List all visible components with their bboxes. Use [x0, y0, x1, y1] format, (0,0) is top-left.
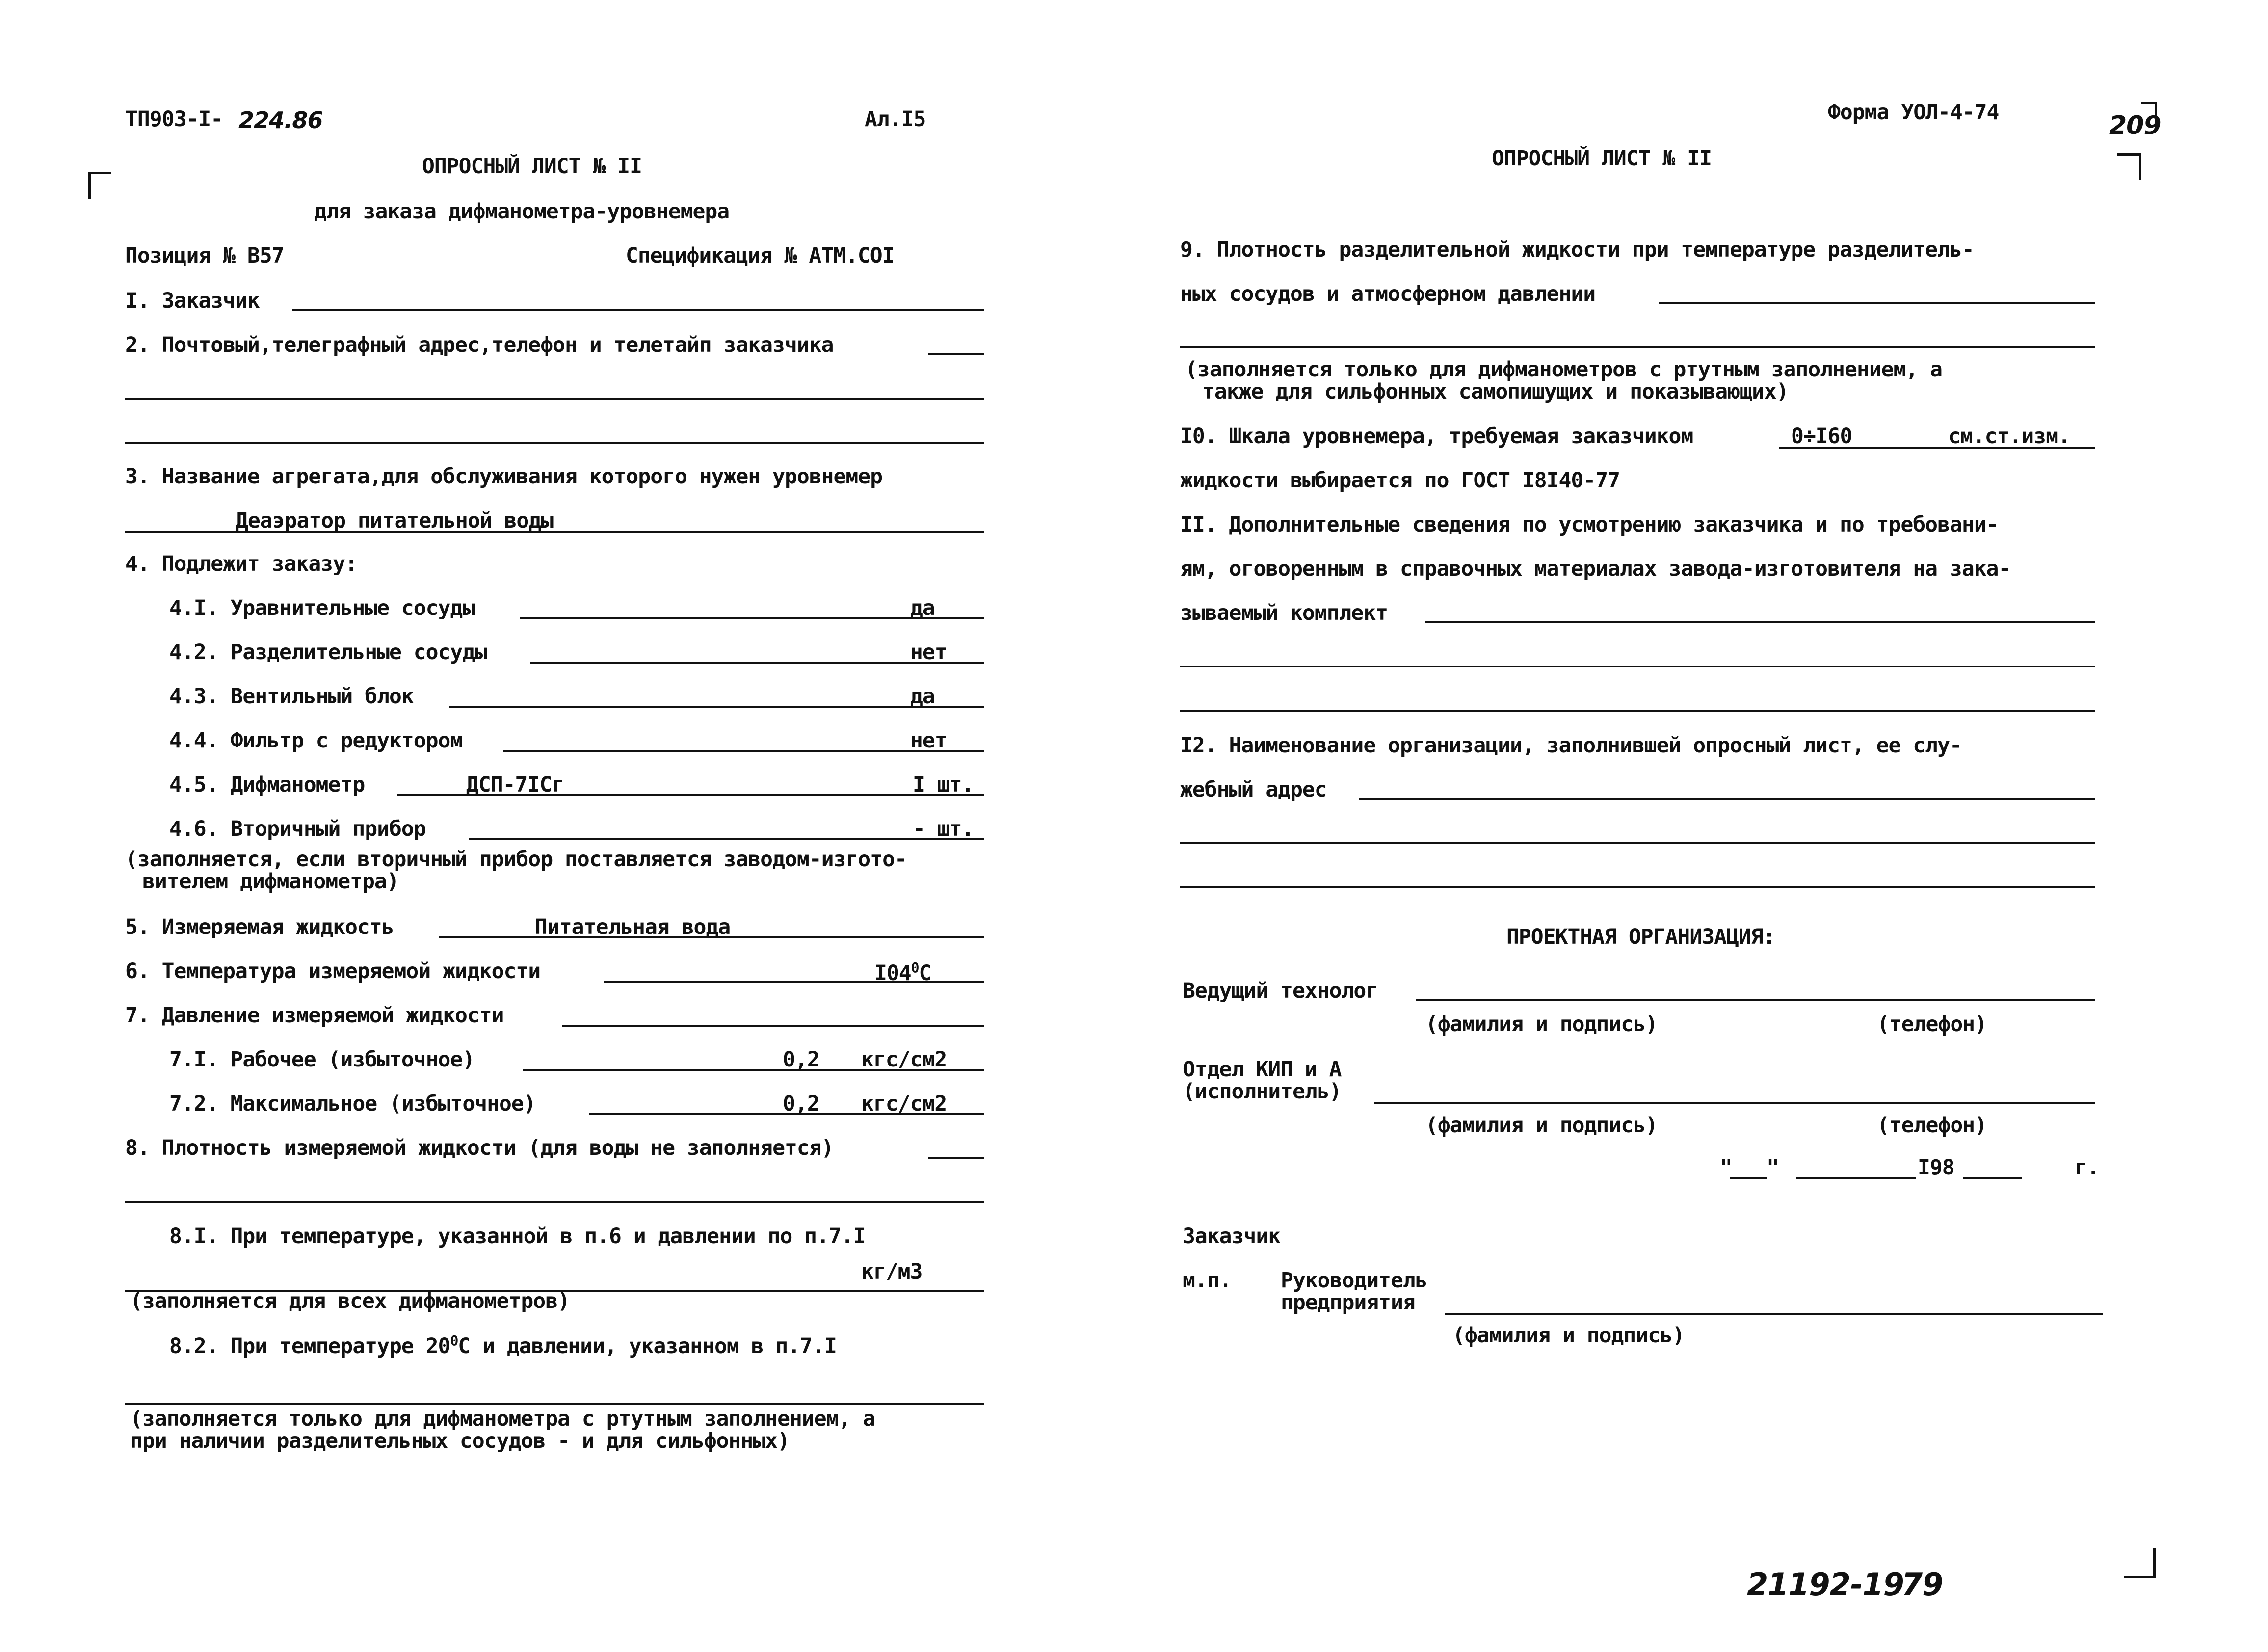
item-4-3-field[interactable]: [449, 706, 984, 708]
corner-mark-top-right-1: [2141, 102, 2157, 129]
item-6-unit: С: [919, 961, 931, 986]
item-12-line-1: I2. Наименование организации, заполнившей опросный лист, ее слу-: [1180, 733, 1962, 758]
item-11-field-2[interactable]: [1180, 666, 2095, 667]
item-11-line-1: II. Дополнительные сведения по усмотрению заказчика и по требовани-: [1180, 512, 1999, 537]
seal-place-label: м.п.: [1183, 1268, 1232, 1293]
item-4-1-value: да: [910, 596, 935, 620]
item-6-degree: 0: [911, 959, 919, 976]
item-6-temperature: 6. Температура измеряемой жидкости: [125, 959, 541, 984]
dept-phone-caption: (телефон): [1877, 1113, 1987, 1138]
item-7-2-unit: кгс/см2: [861, 1092, 947, 1116]
sheet-number: Ал.I5: [865, 107, 926, 132]
item-3-unit-name: 3. Название агрегата,для обслуживания которого нужен уровнемер: [125, 464, 883, 489]
item-4-6: 4.6. Вторичный прибор: [169, 817, 426, 841]
item-4-4-value: нет: [910, 728, 947, 753]
enterprise-head-name-caption: (фамилия и подпись): [1452, 1323, 1685, 1348]
item-4-note-line-1: (заполняется, если вторичный прибор поставляется заводом-изгото-: [125, 847, 907, 872]
lead-technologist-name-caption: (фамилия и подпись): [1425, 1012, 1658, 1037]
unit-name-value: Деаэратор питательной воды: [236, 508, 554, 533]
lead-technologist-field[interactable]: [1416, 999, 2095, 1001]
customer-heading: Заказчик: [1183, 1224, 1281, 1249]
item-12-field-2[interactable]: [1180, 842, 2095, 844]
item-8-2-note-line-1: (заполняется только для дифманометра с ртутным заполнением, а: [130, 1407, 875, 1431]
address-field-3[interactable]: [125, 442, 984, 444]
left-title: ОПРОСНЫЙ ЛИСТ № II: [422, 154, 642, 179]
item-10-line-2: жидкости выбирается по ГОСТ I8I40-77: [1180, 468, 1620, 493]
item-11-line-2: ям, оговоренным в справочных материалах завода-изготовителя на зака-: [1180, 557, 2011, 581]
item-7-field[interactable]: [562, 1025, 984, 1027]
date-quote-close: ": [1767, 1155, 1779, 1180]
item-8-2-degree: 0: [450, 1332, 458, 1349]
item-2-address: 2. Почтовый,телеграфный адрес,телефон и телетайп заказчика: [125, 333, 834, 357]
corner-mark-bottom-right: [2124, 1548, 2156, 1578]
item-12-line-2: жебный адрес: [1180, 777, 1327, 802]
footer-handwritten-number: 79: [1901, 1567, 1943, 1602]
item-4-5-qty: I шт.: [913, 773, 974, 797]
specification-label: Спецификация № АТМ.СОI: [626, 243, 895, 268]
instrumentation-dept-line-2: (исполнитель): [1183, 1079, 1342, 1104]
item-7-1-value: 0,2: [783, 1047, 819, 1072]
item-4-4: 4.4. Фильтр с редуктором: [169, 728, 463, 753]
corner-mark-top-left: [88, 172, 111, 199]
page-number-handwritten: 209: [2109, 111, 2161, 140]
item-6-number: I04: [874, 961, 911, 986]
form-code: Форма УОЛ-4-74: [1828, 100, 1999, 125]
item-12-field-3[interactable]: [1180, 886, 2095, 888]
item-9-line-1: 9. Плотность разделительной жидкости при температуре разделитель-: [1180, 238, 1974, 262]
dept-name-caption: (фамилия и подпись): [1425, 1113, 1658, 1138]
position-label: Позиция № В57: [125, 243, 284, 268]
doc-code-handwritten: 224.86: [238, 107, 323, 133]
unit-name-field[interactable]: [125, 531, 984, 533]
item-4-3-value: да: [910, 684, 935, 709]
date-year-suffix: г.: [2075, 1155, 2099, 1180]
enterprise-head-line-1: Руководитель: [1281, 1268, 1427, 1293]
item-4-2: 4.2. Разделительные сосуды: [169, 640, 487, 665]
item-4-3: 4.3. Вентильный блок: [169, 684, 414, 709]
item-10-value: 0÷I60: [1791, 424, 1852, 449]
item-8-2-text-b: С и давлении, указанном в п.7.I: [458, 1334, 837, 1359]
item-9-note-line-2: также для сильфонных самопишущих и показывающих): [1202, 379, 1789, 404]
lead-technologist-label: Ведущий технолог: [1183, 979, 1378, 1003]
item-5-value: Питательная вода: [535, 915, 731, 939]
date-quote-open: ": [1720, 1155, 1732, 1180]
item-1-customer: I. Заказчик: [125, 289, 260, 313]
customer-field[interactable]: [292, 309, 984, 311]
instrumentation-dept-line-1: Отдел КИП и А: [1183, 1057, 1342, 1082]
item-10-scale: I0. Шкала уровнемера, требуемая заказчиком: [1180, 424, 1693, 449]
item-8-2-note-line-2: при наличии разделительных сосудов - и для сильфонных): [130, 1429, 790, 1453]
item-9-field-1[interactable]: [1659, 302, 2095, 304]
item-9-note-line-1: (заполняется только для дифманометров с ртутным заполнением, а: [1185, 357, 1943, 382]
item-8-1: 8.I. При температуре, указанной в п.6 и давлении по п.7.I: [169, 1224, 866, 1249]
item-11-field-3[interactable]: [1180, 710, 2095, 712]
enterprise-head-line-2: предприятия: [1281, 1290, 1415, 1315]
item-8-field-1[interactable]: [928, 1157, 984, 1159]
date-day-field[interactable]: [1730, 1177, 1767, 1179]
item-7-2-value: 0,2: [783, 1092, 819, 1116]
item-4-order: 4. Подлежит заказу:: [125, 552, 357, 576]
address-field-2[interactable]: [125, 398, 984, 400]
item-10-unit: см.ст.изм.: [1948, 424, 2070, 449]
item-4-note-line-2: вителем дифманометра): [142, 869, 399, 894]
item-12-field-1[interactable]: [1359, 798, 2095, 800]
right-title: ОПРОСНЫЙ ЛИСТ № II: [1492, 146, 1712, 171]
item-7-2: 7.2. Максимальное (избыточное): [169, 1092, 536, 1116]
enterprise-head-field[interactable]: [1445, 1313, 2103, 1315]
footer-handwritten-code: 21192-19: [1747, 1567, 1904, 1602]
item-4-6-field[interactable]: [469, 838, 984, 840]
item-11-field-1[interactable]: [1425, 621, 2095, 623]
doc-code: ТП903-I-: [125, 107, 223, 132]
item-4-6-qty: - шт.: [913, 817, 974, 841]
instrumentation-dept-field[interactable]: [1374, 1102, 2095, 1104]
date-month-field[interactable]: [1796, 1177, 1916, 1179]
item-4-2-value: нет: [910, 640, 947, 665]
item-8-1-note: (заполняется для всех дифманометров): [130, 1289, 570, 1313]
design-organization-heading: ПРОЕКТНАЯ ОРГАНИЗАЦИЯ:: [1506, 925, 1775, 949]
item-8-2-text-a: 8.2. При температуре 20: [169, 1334, 450, 1359]
item-9-line-2: ных сосудов и атмосферном давлении: [1180, 282, 1596, 306]
item-6-value: [874, 961, 931, 984]
item-7-1-unit: кгс/см2: [861, 1047, 947, 1072]
item-5-liquid: 5. Измеряемая жидкость: [125, 915, 394, 939]
address-field-1[interactable]: [928, 353, 984, 355]
left-subtitle: для заказа дифманометра-уровнемера: [314, 199, 730, 224]
item-8-field-2[interactable]: [125, 1201, 984, 1203]
item-8-2-field[interactable]: [125, 1403, 984, 1405]
item-8-1-unit: кг/м3: [861, 1259, 923, 1284]
date-year-field[interactable]: [1963, 1177, 2022, 1179]
item-8-density: 8. Плотность измеряемой жидкости (для воды не заполняется): [125, 1136, 834, 1160]
lead-technologist-phone-caption: (телефон): [1877, 1012, 1987, 1037]
item-9-field-2[interactable]: [1180, 346, 2095, 348]
item-11-line-3: зываемый комплект: [1180, 601, 1388, 625]
corner-mark-top-right-2: [2117, 153, 2141, 180]
item-7-1: 7.I. Рабочее (избыточное): [169, 1047, 475, 1072]
item-4-1: 4.I. Уравнительные сосуды: [169, 596, 475, 620]
item-7-pressure: 7. Давление измеряемой жидкости: [125, 1003, 504, 1028]
date-year-prefix: I98: [1918, 1155, 1954, 1180]
item-4-5: 4.5. Дифманометр: [169, 773, 365, 797]
item-8-2: [169, 1334, 837, 1357]
item-4-5-value: ДСП-7IСг: [466, 773, 564, 797]
